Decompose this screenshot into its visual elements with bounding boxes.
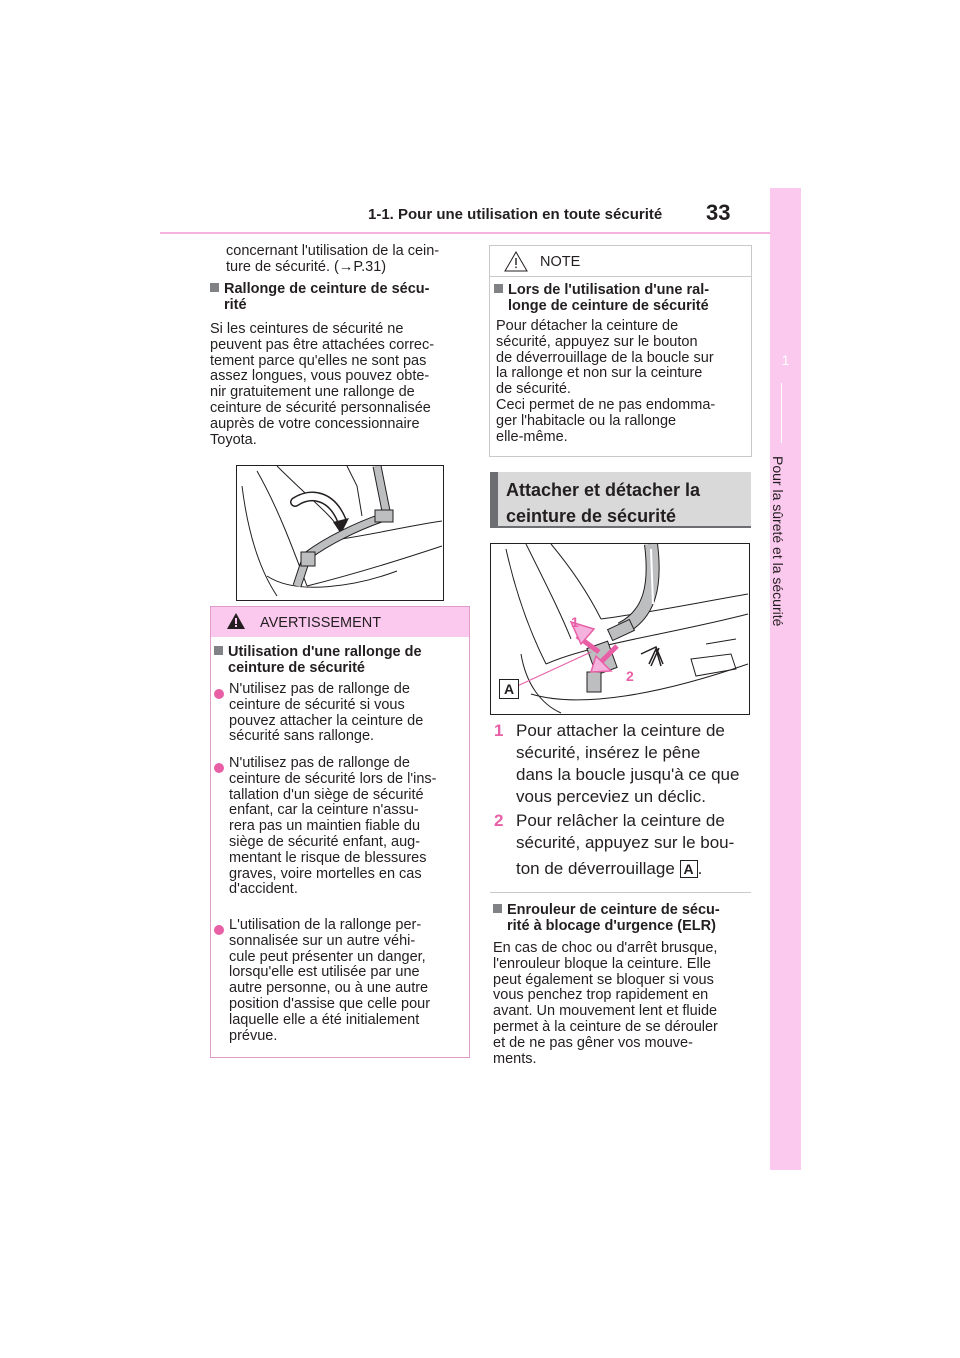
section-header-bar	[490, 472, 498, 528]
text-line: prévue.	[229, 1027, 278, 1044]
step-number: 2	[494, 811, 504, 830]
warning-item-3	[229, 918, 430, 1044]
section-title	[506, 477, 700, 529]
text-line: sécurité, appuyez sur le bou-	[516, 833, 735, 852]
text-line: mentant le risque de blessures	[229, 849, 427, 866]
heading-line: ceinture de sécurité	[228, 659, 365, 676]
text-line: ceinture de sécurité lors de l'ins-	[229, 770, 437, 787]
warning-bullet-dot-icon	[214, 686, 224, 704]
text-line: dans la boucle jusqu'à ce que	[516, 765, 740, 784]
text-line: position d'assise que celle pour	[229, 995, 431, 1012]
section-title-line: ceinture de sécurité	[506, 506, 677, 526]
text-line: de sécurité.	[496, 381, 571, 398]
warning-heading	[214, 645, 422, 676]
page-number: 33	[706, 200, 731, 225]
chapter-number: 1	[781, 352, 790, 368]
callout-1: 1	[571, 614, 579, 630]
warning-item-1	[229, 682, 423, 745]
chapter-title: Pour la sûreté et la sécurité	[770, 456, 786, 627]
seatbelt-buckle-icon	[491, 544, 749, 714]
text-line: tement parce qu'elles ne sont pas	[210, 352, 427, 369]
square-bullet-icon	[214, 646, 223, 655]
text-line: En cas de choc ou d'arrêt brusque,	[493, 940, 718, 956]
heading-line: rité à blocage d'urgence (ELR)	[507, 917, 716, 934]
text-line: permet à la ceinture de se dérouler	[493, 1018, 718, 1035]
square-bullet-icon	[494, 284, 503, 293]
text-line: ture de sécurité. (→P.31)	[226, 258, 387, 275]
warning-bullet-dot-icon	[214, 760, 224, 778]
text-line: nir gratuitement une rallonge de	[210, 384, 415, 401]
warning-bullet-dot-icon	[214, 922, 224, 940]
text-line: Ceci permet de ne pas endomma-	[496, 396, 716, 413]
heading-line: Lors de l'utilisation d'une ral-	[508, 282, 710, 298]
extension-heading	[210, 282, 429, 313]
note-divider	[490, 276, 751, 277]
running-header-title: 1-1. Pour une utilisation en toute sécurité	[368, 206, 663, 223]
step-2	[494, 810, 750, 880]
text-line: l'enrouleur bloque la ceinture. Elle	[493, 955, 711, 972]
text-line: rera pas un maintien fiable du	[229, 818, 421, 835]
section-title-line: Attacher et détacher la	[506, 480, 701, 500]
warning-triangle-icon	[226, 612, 246, 635]
text-line: peuvent pas être attachées correc-	[210, 336, 435, 353]
text-line: N'utilisez pas de rallonge de	[229, 755, 410, 771]
heading-line: rité	[224, 296, 247, 313]
text-line: elle-même.	[496, 428, 568, 445]
text-line: sonnalisée sur un autre véhi-	[229, 932, 416, 949]
text-line: auprès de votre concessionnaire	[210, 415, 420, 432]
text-span: .	[697, 859, 703, 878]
elr-paragraph	[493, 941, 718, 1067]
heading-line: Utilisation d'une rallonge de	[228, 644, 422, 660]
square-bullet-icon	[210, 283, 219, 292]
text-line: laquelle elle a été initialement	[229, 1011, 420, 1028]
note-heading	[494, 283, 709, 314]
text-line: Toyota.	[210, 431, 257, 448]
heading-line: longe de ceinture de sécurité	[508, 297, 709, 314]
text-line: ceinture de sécurité personnalisée	[210, 399, 431, 416]
text-line: Pour relâcher la ceinture de	[516, 811, 725, 830]
extension-paragraph	[210, 322, 434, 448]
text-line: pouvez attacher la ceinture de	[229, 712, 424, 729]
text-line: Pour détacher la ceinture de	[496, 318, 679, 334]
header-rule	[160, 232, 770, 234]
text-line	[516, 858, 750, 880]
text-line: vous perceviez un déclic.	[516, 787, 706, 806]
heading-line: Rallonge de ceinture de sécu-	[224, 281, 430, 297]
warning-title: AVERTISSEMENT	[260, 615, 382, 631]
step-number: 1	[494, 721, 504, 740]
callout-A: A	[499, 679, 519, 699]
text-line: de déverrouillage de la boucle sur	[496, 349, 714, 366]
callout-2: 2	[626, 668, 634, 684]
text-line: Si les ceintures de sécurité ne	[210, 321, 404, 337]
elr-heading	[493, 903, 720, 934]
note-title: NOTE	[540, 254, 581, 270]
text-line: sécurité, insérez le pêne	[516, 743, 701, 762]
square-bullet-icon	[493, 904, 502, 913]
text-line: concernant l'utilisation de la cein-	[226, 243, 440, 259]
text-line: cule peut présenter un danger,	[229, 948, 426, 965]
text-line: autre personne, ou à une autre	[229, 980, 429, 997]
chapter-side-tab	[770, 188, 801, 1170]
text-line: vous penchez trop rapidement en	[493, 987, 709, 1004]
text-line: peut également se bloquer si vous	[493, 971, 714, 988]
button-A-label: A	[680, 860, 698, 878]
text-line: ger l'habitacle ou la rallonge	[496, 412, 677, 429]
text-line: lorsqu'elle est utilisée par une	[229, 964, 420, 981]
step-1	[494, 720, 750, 808]
text-line: N'utilisez pas de rallonge de	[229, 681, 410, 697]
step-divider	[490, 892, 751, 893]
text-line: ceinture de sécurité si vous	[229, 696, 405, 713]
caution-triangle-icon	[504, 251, 528, 277]
intro-paragraph	[226, 244, 439, 276]
heading-line: Enrouleur de ceinture de sécu-	[507, 902, 720, 918]
text-line: sécurité, appuyez sur le bouton	[496, 333, 698, 350]
text-line: assez longues, vous pouvez obte-	[210, 368, 430, 385]
text-line: ments.	[493, 1050, 537, 1067]
text-line: et de ne pas gêner vos mouve-	[493, 1034, 693, 1051]
text-line: avant. Un mouvement lent et fluide	[493, 1003, 718, 1020]
warning-item-2	[229, 756, 436, 898]
seatbelt-extender-illustration	[236, 465, 444, 601]
text-line: Pour attacher la ceinture de	[516, 721, 725, 740]
chapter-tab-divider	[781, 383, 782, 443]
text-line: tallation d'un siège de sécurité	[229, 786, 424, 803]
text-line: siège de sécurité enfant, aug-	[229, 833, 421, 850]
text-line: d'accident.	[229, 881, 298, 898]
text-line: L'utilisation de la rallonge per-	[229, 917, 422, 933]
seat-illustration-icon	[237, 466, 443, 600]
text-line: enfant, car la ceinture n'assu-	[229, 802, 419, 819]
text-line: la rallonge et non sur la ceinture	[496, 365, 703, 382]
note-paragraph	[496, 319, 715, 445]
text-line: graves, voire mortelles en cas	[229, 865, 422, 882]
buckle-illustration	[490, 543, 750, 715]
text-span: ton de déverrouillage	[516, 859, 675, 878]
text-line: sécurité sans rallonge.	[229, 728, 375, 745]
